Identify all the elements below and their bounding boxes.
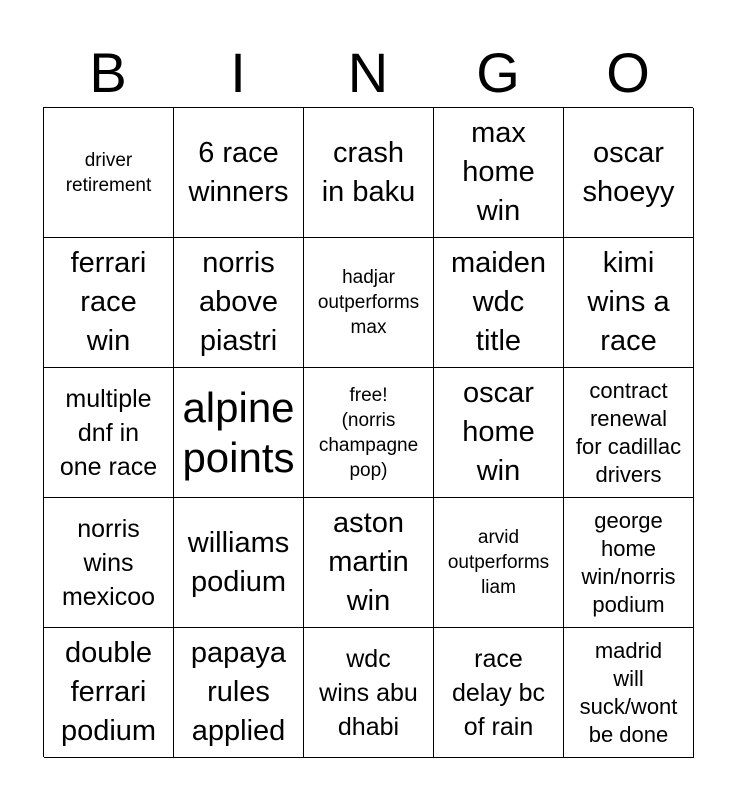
bingo-cell[interactable] — [564, 628, 694, 758]
bingo-cell[interactable] — [174, 628, 304, 758]
header-letter-b: B — [89, 41, 127, 104]
cell-text: papaya rules applied — [190, 637, 287, 747]
bingo-cell[interactable] — [174, 498, 304, 628]
bingo-cell[interactable] — [44, 368, 174, 498]
bingo-cell[interactable] — [434, 628, 564, 758]
cell-text: 6 race winners — [188, 136, 289, 208]
cell-text: arvid outperforms liam — [447, 527, 550, 598]
free-space-cell[interactable] — [304, 368, 434, 498]
header-letter-g: G — [476, 41, 520, 104]
bingo-cell[interactable] — [304, 628, 434, 758]
cell-text: aston martin win — [328, 507, 409, 617]
cell-text: norris above piastri — [198, 247, 278, 357]
header-letter-n: N — [347, 41, 389, 104]
bingo-cell[interactable] — [44, 498, 174, 628]
cell-text: maiden wdc title — [450, 247, 547, 357]
free-space-text: free! (norris champagne pop) — [318, 384, 419, 481]
bingo-cell[interactable] — [174, 238, 304, 368]
cell-text: alpine points — [182, 383, 295, 481]
bingo-cell[interactable] — [564, 238, 694, 368]
bingo-grid — [43, 107, 693, 757]
cell-text: norris wins mexicoo — [61, 514, 156, 611]
bingo-cell[interactable] — [304, 238, 434, 368]
cell-text: wdc wins abu dhabi — [319, 644, 418, 741]
cell-text: crash in baku — [321, 136, 416, 208]
bingo-cell[interactable] — [564, 108, 694, 238]
cell-text: contract renewal for cadillac drivers — [575, 377, 682, 487]
cell-text: multiple dnf in one race — [59, 384, 158, 481]
cell-text: max home win — [462, 117, 535, 227]
bingo-header — [43, 40, 693, 106]
cell-text: double ferrari podium — [60, 637, 157, 747]
cell-text: ferrari race win — [70, 247, 147, 357]
cell-text: kimi wins a race — [587, 247, 670, 357]
bingo-cell[interactable] — [564, 368, 694, 498]
bingo-cell[interactable] — [434, 498, 564, 628]
bingo-cell[interactable] — [44, 628, 174, 758]
cell-text: driver retirement — [65, 149, 152, 196]
header-letter-o: O — [606, 41, 650, 104]
bingo-cell[interactable] — [174, 368, 304, 498]
bingo-cell[interactable] — [434, 368, 564, 498]
bingo-cell[interactable] — [434, 108, 564, 238]
bingo-cell[interactable] — [174, 108, 304, 238]
cell-text: oscar shoeyy — [582, 136, 675, 208]
bingo-cell[interactable] — [304, 108, 434, 238]
header-letter-i: I — [230, 41, 246, 104]
cell-text: williams podium — [187, 526, 290, 598]
cell-text: race delay bc of rain — [451, 644, 546, 741]
cell-text: george home win/norris podium — [581, 507, 676, 617]
bingo-cell[interactable] — [44, 238, 174, 368]
bingo-cell[interactable] — [44, 108, 174, 238]
bingo-cell[interactable] — [304, 498, 434, 628]
cell-text: hadjar outperforms max — [317, 267, 420, 338]
cell-text: oscar home win — [462, 377, 535, 487]
bingo-cell[interactable] — [434, 238, 564, 368]
bingo-cell[interactable] — [564, 498, 694, 628]
cell-text: madrid will suck/wont be done — [579, 637, 678, 747]
